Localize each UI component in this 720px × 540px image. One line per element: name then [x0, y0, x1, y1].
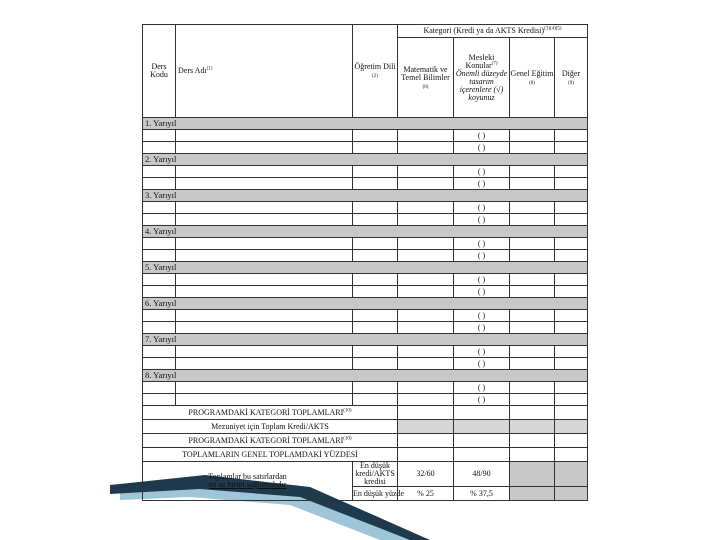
semester-header-7: 7. Yarıyıl	[143, 334, 588, 346]
course-cell[interactable]	[510, 142, 555, 154]
yuzde-matematik: % 25	[398, 487, 454, 501]
course-cell[interactable]	[555, 250, 588, 262]
header-ders-adi: Ders Adı$^{(1)}$	[176, 25, 353, 118]
course-cell[interactable]	[353, 202, 398, 214]
course-cell[interactable]	[555, 202, 588, 214]
shaded-cell	[510, 462, 555, 487]
course-cell[interactable]	[510, 382, 555, 394]
shaded-cell	[398, 420, 454, 434]
total-cell[interactable]	[510, 406, 555, 420]
table-row	[143, 202, 588, 214]
semester-header-6: 6. Yarıyıl	[143, 298, 588, 310]
course-cell[interactable]	[510, 322, 555, 334]
course-cell[interactable]	[555, 178, 588, 190]
course-cell[interactable]	[398, 310, 454, 322]
total-cell[interactable]	[510, 434, 555, 448]
semester-header-8: 8. Yarıyıl	[143, 370, 588, 382]
totals-program-kategori: PROGRAMDAKİ KATEGORİ TOPLAMLARI$^{(10)}$	[143, 406, 398, 420]
course-cell[interactable]	[353, 178, 398, 190]
course-cell[interactable]	[143, 202, 176, 214]
course-cell[interactable]	[510, 286, 555, 298]
course-cell[interactable]	[143, 358, 176, 370]
course-cell[interactable]	[510, 274, 555, 286]
header-diger: Diğer (9)	[555, 38, 588, 118]
table-row	[143, 214, 588, 226]
design-checkbox-cell[interactable]: ( )	[454, 214, 510, 226]
course-cell[interactable]	[353, 346, 398, 358]
header-ders-kodu: Ders Kodu	[143, 25, 176, 118]
design-checkbox-cell[interactable]: ( )	[454, 346, 510, 358]
course-cell[interactable]	[398, 286, 454, 298]
course-cell[interactable]	[143, 346, 176, 358]
total-cell[interactable]	[555, 406, 588, 420]
course-cell[interactable]	[353, 238, 398, 250]
course-cell[interactable]	[176, 202, 353, 214]
course-cell[interactable]	[398, 178, 454, 190]
total-cell[interactable]	[555, 434, 588, 448]
course-cell[interactable]	[143, 382, 176, 394]
course-cell[interactable]	[353, 274, 398, 286]
total-cell[interactable]	[555, 448, 588, 462]
course-cell[interactable]	[143, 286, 176, 298]
design-checkbox-cell[interactable]: ( )	[454, 142, 510, 154]
semester-rows	[143, 118, 588, 406]
shaded-cell	[454, 420, 510, 434]
shaded-cell	[510, 420, 555, 434]
course-cell[interactable]	[176, 214, 353, 226]
course-cell[interactable]	[510, 166, 555, 178]
yuzde-mesleki: % 37,5	[454, 487, 510, 501]
design-checkbox-cell[interactable]: ( )	[454, 250, 510, 262]
course-cell[interactable]	[143, 166, 176, 178]
course-cell[interactable]	[510, 238, 555, 250]
course-cell[interactable]	[555, 310, 588, 322]
course-cell[interactable]	[398, 394, 454, 406]
course-cell[interactable]	[555, 274, 588, 286]
course-cell[interactable]	[555, 382, 588, 394]
table-row	[143, 286, 588, 298]
total-cell[interactable]	[398, 434, 454, 448]
total-cell[interactable]	[398, 406, 454, 420]
header-kategori: Kategori (Kredi ya da AKTS Kredisi)$^{(3)(4)(5)}$	[398, 25, 588, 38]
course-cell[interactable]	[353, 214, 398, 226]
shaded-cell	[510, 487, 555, 501]
total-cell[interactable]	[454, 406, 510, 420]
course-cell[interactable]	[353, 394, 398, 406]
course-cell[interactable]	[353, 166, 398, 178]
course-cell[interactable]	[353, 310, 398, 322]
course-cell[interactable]	[398, 250, 454, 262]
course-cell[interactable]	[353, 358, 398, 370]
course-cell[interactable]	[510, 214, 555, 226]
semester-header-4: 4. Yarıyıl	[143, 226, 588, 238]
table-row	[143, 394, 588, 406]
design-checkbox-cell[interactable]: ( )	[454, 238, 510, 250]
course-cell[interactable]	[353, 142, 398, 154]
course-cell[interactable]	[176, 142, 353, 154]
totals-genel-yuzde: TOPLAMLARIN GENEL TOPLAMDAKİ YÜZDESİ	[143, 448, 398, 462]
table-row	[143, 274, 588, 286]
course-cell[interactable]	[176, 394, 353, 406]
kredi-matematik: 32/60	[398, 462, 454, 487]
design-checkbox-cell[interactable]: ( )	[454, 310, 510, 322]
course-cell[interactable]	[555, 142, 588, 154]
course-cell[interactable]	[353, 286, 398, 298]
design-checkbox-cell[interactable]: ( )	[454, 394, 510, 406]
course-cell[interactable]	[398, 166, 454, 178]
course-cell[interactable]	[398, 322, 454, 334]
totals-constraint-note: Toplamlar bu satırlardan en az birini sağlamalıdır	[143, 462, 353, 501]
table-row	[143, 358, 588, 370]
course-cell[interactable]	[176, 382, 353, 394]
table-row	[143, 310, 588, 322]
course-cell[interactable]	[555, 346, 588, 358]
design-checkbox-cell[interactable]: ( )	[454, 202, 510, 214]
course-cell[interactable]	[398, 238, 454, 250]
table-row	[143, 346, 588, 358]
totals-en-dusuk-kredi: En düşük kredi/AKTS kredisi	[353, 462, 398, 487]
course-cell[interactable]	[176, 286, 353, 298]
header-ogretim-dili: Öğretim Dili (2)	[353, 25, 398, 118]
table-row	[143, 250, 588, 262]
header-genel: Genel Eğitim (8)	[510, 38, 555, 118]
course-cell[interactable]	[143, 214, 176, 226]
course-cell[interactable]	[555, 358, 588, 370]
course-cell[interactable]	[176, 178, 353, 190]
course-cell[interactable]	[510, 358, 555, 370]
design-checkbox-cell[interactable]: ( )	[454, 178, 510, 190]
course-cell[interactable]	[143, 250, 176, 262]
table-row	[143, 142, 588, 154]
course-cell[interactable]	[398, 274, 454, 286]
course-cell[interactable]	[143, 178, 176, 190]
course-cell[interactable]	[510, 130, 555, 142]
course-cell[interactable]	[555, 238, 588, 250]
course-cell[interactable]	[176, 274, 353, 286]
course-cell[interactable]	[555, 394, 588, 406]
course-cell[interactable]	[555, 322, 588, 334]
course-cell[interactable]	[353, 382, 398, 394]
course-cell[interactable]	[143, 142, 176, 154]
totals-en-dusuk-yuzde: En düşük yüzde	[353, 487, 398, 501]
course-cell[interactable]	[143, 322, 176, 334]
course-cell[interactable]	[353, 250, 398, 262]
design-checkbox-cell[interactable]: ( )	[454, 358, 510, 370]
design-checkbox-cell[interactable]: ( )	[454, 286, 510, 298]
course-cell[interactable]	[510, 346, 555, 358]
course-cell[interactable]	[510, 394, 555, 406]
shaded-cell	[555, 462, 588, 487]
course-cell[interactable]	[143, 274, 176, 286]
course-cell[interactable]	[398, 202, 454, 214]
table-row	[143, 382, 588, 394]
semester-header-3: 3. Yarıyıl	[143, 190, 588, 202]
course-cell[interactable]	[555, 130, 588, 142]
semester-header-2: 2. Yarıyıl	[143, 154, 588, 166]
course-cell[interactable]	[176, 166, 353, 178]
course-cell[interactable]	[176, 250, 353, 262]
semester-header-1: 1. Yarıyıl	[143, 118, 588, 130]
course-cell[interactable]	[353, 322, 398, 334]
table-row	[143, 238, 588, 250]
totals-mezuniyet: Mezuniyet için Toplam Kredi/AKTS	[143, 420, 398, 434]
course-cell[interactable]	[510, 250, 555, 262]
course-cell[interactable]	[353, 130, 398, 142]
course-cell[interactable]	[398, 382, 454, 394]
design-checkbox-cell[interactable]: ( )	[454, 166, 510, 178]
course-cell[interactable]	[398, 130, 454, 142]
course-cell[interactable]	[143, 238, 176, 250]
totals-program-kategori-2: PROGRAMDAKİ KATEGORİ TOPLAMLARI$^{(10)}$	[143, 434, 398, 448]
curriculum-table	[142, 24, 588, 501]
table-row	[143, 166, 588, 178]
curriculum-table-sheet	[142, 24, 587, 501]
course-cell[interactable]	[143, 394, 176, 406]
course-cell[interactable]	[398, 142, 454, 154]
course-cell[interactable]	[510, 310, 555, 322]
total-cell[interactable]	[454, 434, 510, 448]
shaded-cell	[555, 420, 588, 434]
total-cell[interactable]	[454, 448, 510, 462]
course-cell[interactable]	[143, 130, 176, 142]
table-row	[143, 130, 588, 142]
total-cell[interactable]	[510, 448, 555, 462]
course-cell[interactable]	[176, 346, 353, 358]
design-checkbox-cell[interactable]: ( )	[454, 322, 510, 334]
course-cell[interactable]	[176, 322, 353, 334]
course-cell[interactable]	[176, 358, 353, 370]
header-mesleki: Mesleki Konular$^{(7)}$ Önemli düzeyde tasarım içerenlere (√) koyunuz	[454, 38, 510, 118]
course-cell[interactable]	[510, 202, 555, 214]
design-checkbox-cell[interactable]: ( )	[454, 274, 510, 286]
header-matematik: Matematik ve Temel Bilimler (6)	[398, 38, 454, 118]
design-checkbox-cell[interactable]: ( )	[454, 130, 510, 142]
course-cell[interactable]	[398, 214, 454, 226]
total-cell[interactable]	[398, 448, 454, 462]
course-cell[interactable]	[143, 310, 176, 322]
course-cell[interactable]	[176, 310, 353, 322]
table-row	[143, 178, 588, 190]
course-cell[interactable]	[398, 358, 454, 370]
semester-header-5: 5. Yarıyıl	[143, 262, 588, 274]
design-checkbox-cell[interactable]: ( )	[454, 382, 510, 394]
shaded-cell	[555, 487, 588, 501]
course-cell[interactable]	[176, 130, 353, 142]
course-cell[interactable]	[176, 238, 353, 250]
table-row	[143, 322, 588, 334]
kredi-mesleki: 48/90	[454, 462, 510, 487]
course-cell[interactable]	[555, 166, 588, 178]
course-cell[interactable]	[555, 286, 588, 298]
course-cell[interactable]	[398, 346, 454, 358]
course-cell[interactable]	[510, 178, 555, 190]
course-cell[interactable]	[555, 214, 588, 226]
